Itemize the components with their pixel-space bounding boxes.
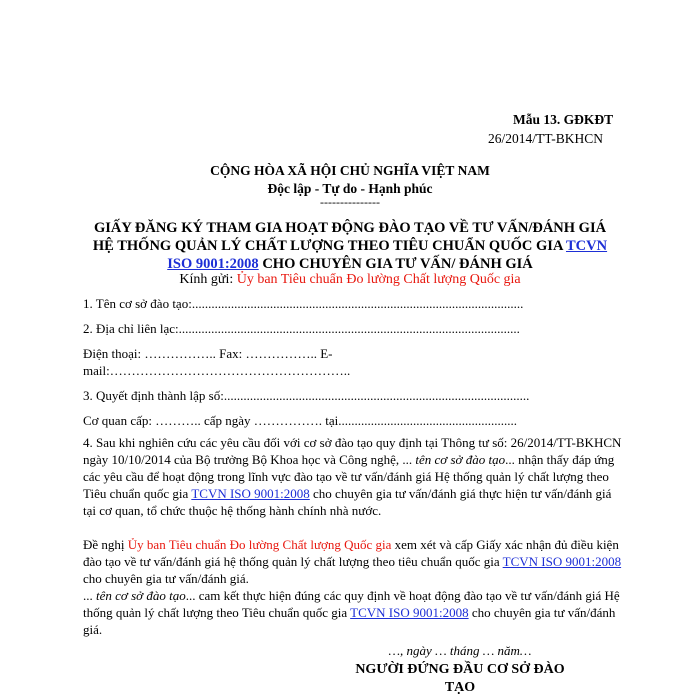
iso-link[interactable]: ISO 9001:2008 <box>167 256 259 272</box>
tcvn-link[interactable]: TCVN <box>565 238 608 254</box>
doc-title-line-1 <box>60 220 640 237</box>
s4-text-a: 4. Sau khi nghiên cứu các yêu cầu đối với cơ sở đào tạo quy định tại Thông tư số: 26/2014/TT-BKHCN ngày 10/10/2014 của Bộ trưởng Bộ Khoa học và Công nghệ, ... <box>83 435 622 467</box>
field-facility-name: 1. Tên cơ sở đào tạo:...................................................................................................... <box>83 296 524 311</box>
section-4-paragraph <box>83 434 623 519</box>
country-name: CỘNG HÒA XÃ HỘI CHỦ NGHĨA VIỆT NAM <box>210 163 490 178</box>
commitment-paragraph <box>83 587 623 638</box>
s4-italic-a: tên cơ sở đào tạo <box>415 452 506 467</box>
field-decision-number: 3. Quyết định thành lập số:.............................................................................................. <box>83 388 530 403</box>
slogan-rule: --------------- <box>320 195 380 209</box>
req-text-a: Đề nghị <box>83 537 128 552</box>
doc-title-line-3 <box>60 256 640 273</box>
com-text-c: cho chuyên gia tư vấn/đánh giá. <box>83 605 616 637</box>
com-italic: tên cơ sở đào tạo <box>96 588 186 603</box>
signature-date: …, ngày … tháng … năm… <box>388 643 532 658</box>
signer-title-line-2: TẠO <box>444 680 476 695</box>
req-org: Ủy ban Tiêu chuẩn Đo lường Chất lượng Quốc gia <box>127 537 392 552</box>
addressee-org: Ủy ban Tiêu chuẩn Đo lường Chất lượng Quốc gia <box>236 272 521 287</box>
request-paragraph <box>83 536 623 587</box>
national-slogan: Độc lập - Tự do - Hạnh phúc <box>267 181 433 196</box>
doc-title-line-2 <box>60 238 640 255</box>
doc-title-text-1: GIẤY ĐĂNG KÝ THAM GIA HOẠT ĐỘNG ĐÀO TẠO VỀ TƯ VẤN/ĐÁNH GIÁ <box>93 220 607 236</box>
doc-title-text-2: HỆ THỐNG QUẢN LÝ CHẤT LƯỢNG THEO TIÊU CHUẨN QUỐC GIA <box>92 238 566 254</box>
addressee-label: Kính gửi: <box>179 272 237 287</box>
req-text-b: xem xét và cấp Giấy xác nhận đủ điều kiện đào tạo về tư vấn/đánh giá hệ thống quản lý chất lượng theo tiêu chuẩn quốc gia <box>83 537 619 569</box>
signer-title-line-1: NGƯỜI ĐỨNG ĐẦU CƠ SỞ ĐÀO <box>355 662 565 677</box>
form-number: Mẫu 13. GĐKĐT <box>513 112 614 127</box>
field-email: mail:……………………………………………….. <box>83 363 351 378</box>
circular-number: 26/2014/TT-BKHCN <box>488 131 604 146</box>
field-phone-fax: Điện thoại: …………….. Fax: …………….. E- <box>83 346 333 361</box>
com-iso-link[interactable]: TCVN ISO 9001:2008 <box>350 605 469 620</box>
s4-text-b: ... nhận thấy đáp ứng các yêu cầu để hoạt động trong lĩnh vực đào tạo về tư vấn/đánh giá Hệ thống quản lý chất lượng theo Tiêu chuẩn quốc gia <box>83 452 615 501</box>
s4-iso-link-1[interactable]: TCVN ISO 9001:2008 <box>191 486 310 501</box>
com-text-a: ... <box>83 588 96 603</box>
req-iso-link[interactable]: TCVN ISO 9001:2008 <box>502 554 622 569</box>
req-text-c: cho chuyên gia tư vấn/đánh giá. <box>83 571 249 586</box>
com-text-b: ... cam kết thực hiện đúng các quy định về hoạt động đào tạo về tư vấn/đánh giá Hệ thống quản lý chất lượng theo Tiêu chuẩn quốc gia <box>83 588 620 620</box>
field-issuing-agency: Cơ quan cấp: ……….. cấp ngày ……………. tại....................................................... <box>83 413 518 428</box>
addressee-line <box>60 272 640 288</box>
field-contact-address: 2. Địa chỉ liên lạc:......................................................................................................... <box>83 321 520 336</box>
doc-title-text-3: CHO CHUYÊN GIA TƯ VẤN/ ĐÁNH GIÁ <box>258 256 533 272</box>
s4-text-c: cho chuyên gia tư vấn/đánh giá thực hiện tư vấn/đánh giá tại cơ quan, tổ chức thuộc hệ thống hành chính nhà nước. <box>83 486 612 518</box>
